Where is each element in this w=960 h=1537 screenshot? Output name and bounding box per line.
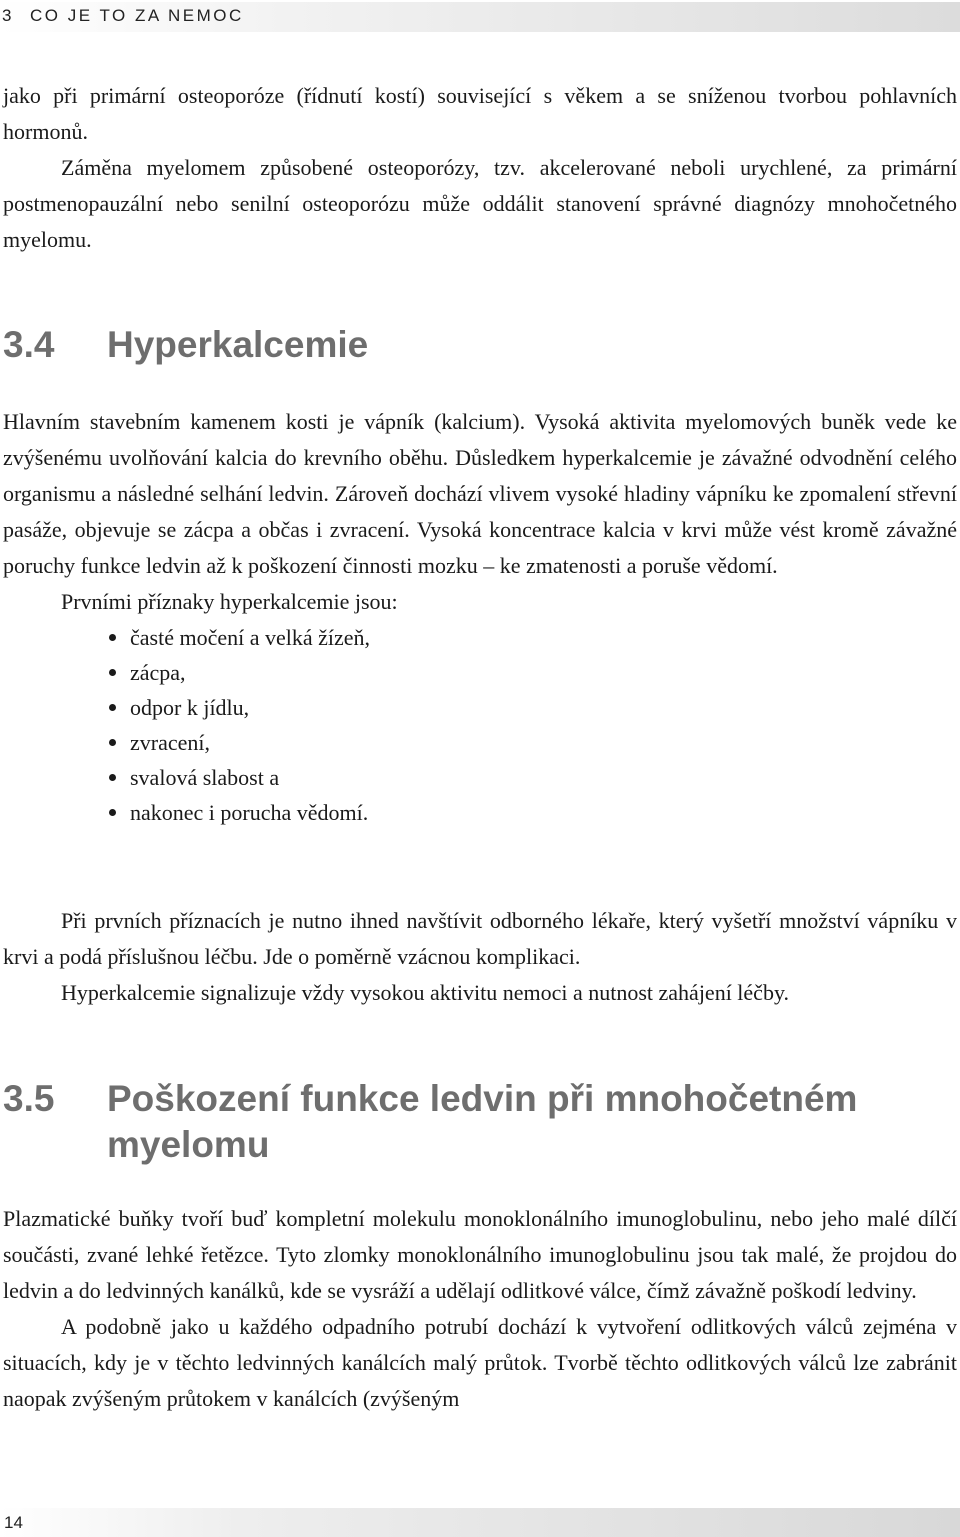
list-item: časté močení a velká žízeň,: [3, 620, 957, 655]
list-item: odpor k jídlu,: [3, 690, 957, 725]
paragraph: jako při primární osteoporóze (řídnutí kostí) související s věkem a se sníženou tvorbou pohlavních hormonů.: [3, 83, 957, 144]
list-intro: Prvními příznaky hyperkalcemie jsou:: [61, 589, 398, 614]
section-title: Hyperkalcemie: [107, 324, 369, 365]
list-item: zácpa,: [3, 655, 957, 690]
footer-bar: [0, 1508, 960, 1537]
running-header: [2, 6, 244, 26]
paragraph: Záměna myelomem způsobené osteoporózy, tzv. akcelerované neboli urychlené, za primární postmenopauzální nebo senilní osteoporózu může oddálit stanovení správné diagnózy mnohočetného myelomu.: [3, 155, 957, 252]
paragraph: Hyperkalcemie signalizuje vždy vysokou aktivitu nemoci a nutnost zahájení léčby.: [61, 980, 790, 1005]
list-item: svalová slabost a: [3, 760, 957, 795]
chapter-title: CO JE TO ZA NEMOC: [29, 6, 244, 25]
paragraph: Při prvních příznacích je nutno ihned navštívit odborného lékaře, který vyšetří množství vápníku v krvi a podá příslušnou léčbu. Jde o poměrně vzácnou komplikaci.: [3, 908, 957, 969]
paragraph: A podobně jako u každého odpadního potrubí dochází k vytvoření odlitkových válců zejména v situacích, kdy je v těchto ledvinných kanálcích malý průtok. Tvorbě těchto odlitkových válců lze zabránit naopak zvýšeným průtokem v kanálcích (zvýšeným: [3, 1314, 957, 1411]
paragraph: Hlavním stavebním kamenem kosti je vápník (kalcium). Vysoká aktivita myelomových buněk vede ke zvýšenému uvolňování kalcia do krevního oběhu. Důsledkem hyperkalcemie je závažné odvodnění celého organismu a následné selhání ledvin. Zároveň dochází vlivem vysoké hladiny vápníku ke zpomalení střevní pasáže, objevuje se zácpa a občas i zvracení. Vysoká koncentrace kalcia v krvi může vést kromě závažné poruchy funkce ledvin až k poškození činnosti mozku – ke zmatenosti a poruše vědomí.: [3, 409, 957, 578]
section-title-line: myelomu: [107, 1124, 270, 1165]
page-number: 14: [4, 1513, 23, 1532]
section-3-4-body: [3, 404, 957, 830]
paragraph: Plazmatické buňky tvoří buď kompletní molekulu monoklonálního imunoglobulinu, nebo jeho malé dílčí součásti, zvané lehké řetězce. Tyto zlomky monoklonálního imunoglobulinu jsou tak malé, že projdou do ledvin a do ledvinných kanálků, kde se vysráží a udělají odlitkové válce, čímž závažně poškodí ledviny.: [3, 1206, 957, 1303]
section-3-4-advice: [3, 903, 957, 1011]
section-3-5-body: [3, 1201, 957, 1417]
section-title-line: Poškození funkce ledvin při mnohočetném: [107, 1078, 858, 1119]
section-heading-3-5: [3, 1076, 857, 1168]
list-item: zvracení,: [3, 725, 957, 760]
chapter-number: 3: [2, 6, 14, 25]
section-heading-3-4: [3, 322, 368, 368]
section-number: 3.5: [3, 1078, 55, 1119]
section-top-text: [3, 78, 957, 258]
section-number: 3.4: [3, 324, 55, 365]
list-item: nakonec i porucha vědomí.: [3, 795, 957, 830]
symptom-list: [3, 620, 957, 830]
section-title: [107, 1076, 857, 1168]
